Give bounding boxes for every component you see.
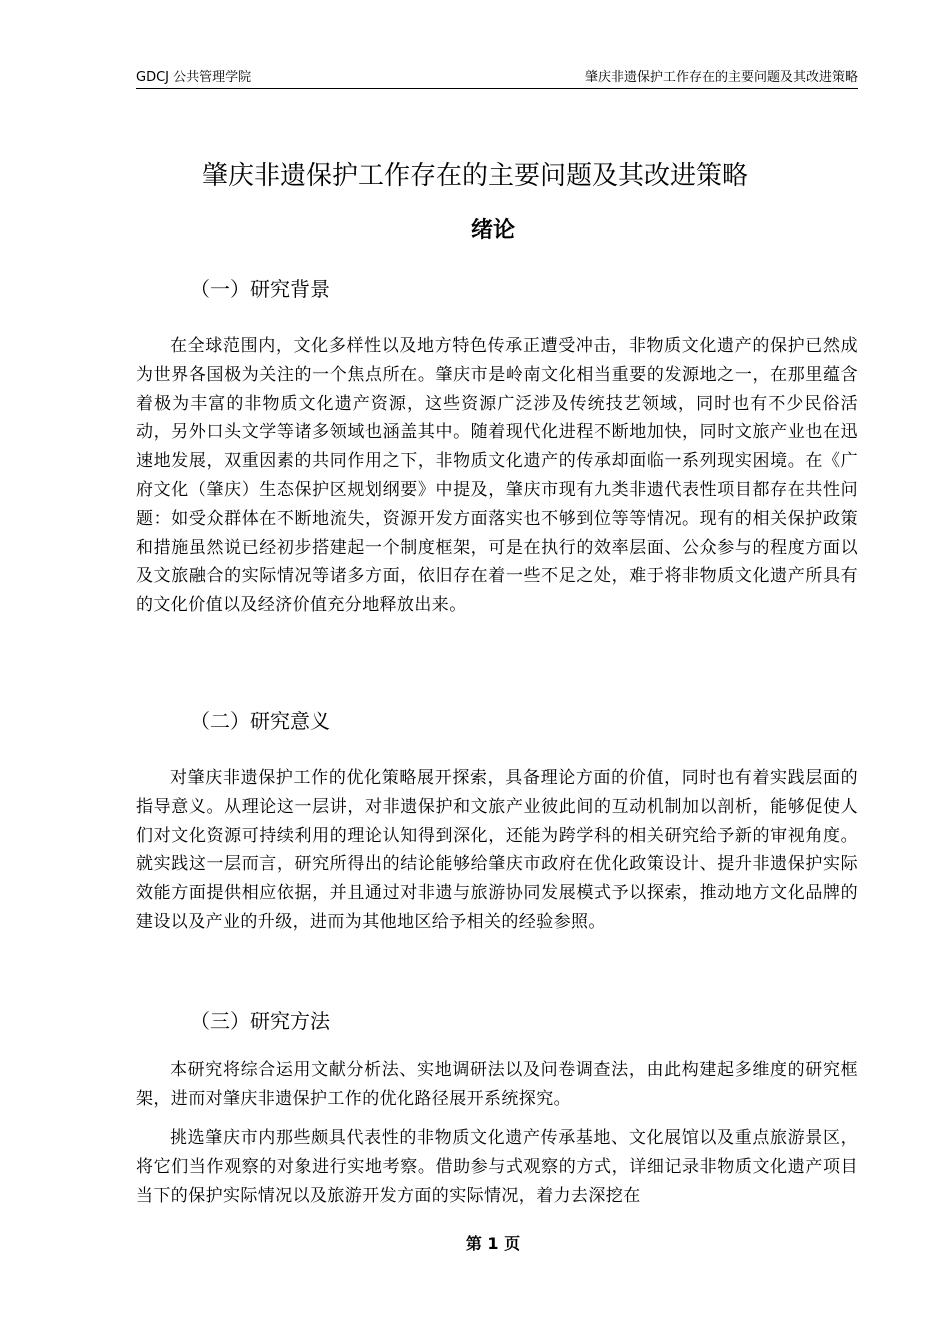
paragraph-methods-2: 挑选肇庆市内那些颇具代表性的非物质文化遗产传承基地、文化展馆以及重点旅游景区，将它们当作观察的对象进行实地考察。借助参与式观察的方式，详细记录非物质文化遗产项目当下的保护实际情况以及旅游开发方面的实际情况，着力去深挖在 [136,1128,858,1206]
document-title: 肇庆非遗保护工作存在的主要问题及其改进策略 [201,161,748,191]
paragraph-significance: 对肇庆非遗保护工作的优化策略展开探索，具备理论方面的价值，同时也有着实践层面的指导意义。从理论这一层讲，对非遗保护和文旅产业彼此间的互动机制加以剖析，能够促使人们对文化资源可持续利用的理论认知得到深化，还能为跨学科的相关研究给予新的审视角度。就实践这一层而言，研究所得出的结论能够给肇庆市政府在优化政策设计、提升非遗保护实际效能方面提供相应依据，并且通过对非遗与旅游协同发展模式予以探索，推动地方文化品牌的建设以及产业的升级，进而为其他地区给予相关的经验参照。 [136,768,858,932]
header-running-title: 肇庆非遗保护工作存在的主要问题及其改进策略 [584,70,858,85]
chapter-title: 绪论 [470,218,515,243]
section-heading-significance: （二）研究意义 [190,709,330,733]
page-number: 第 1 页 [465,1234,521,1253]
header-institution: GDCJ 公共管理学院 [136,70,252,85]
paragraph-background: 在全球范围内，文化多样性以及地方特色传承正遭受冲击，非物质文化遗产的保护已然成为世界各国极为关注的一个焦点所在。肇庆市是岭南文化相当重要的发源地之一，在那里蕴含着极为丰富的非物质文化遗产资源，这些资源广泛涉及传统技艺领域，同时也有不少民俗活动，另外口头文学等诸多领域也涵盖其中。随着现代化进程不断地加快，同时文旅产业也在迅速地发展，双重因素的共同作用之下，非物质文化遗产的传承却面临一系列现实困境。在《广府文化（肇庆）生态保护区规划纲要》中提及，肇庆市现有九类非遗代表性项目都存在共性问题：如受众群体在不断地流失，资源开发方面落实也不够到位等等情况。现有的相关保护政策和措施虽然说已经初步搭建起一个制度框架，可是在执行的效率层面、公众参与的程度方面以及文旅融合的实际情况等诸多方面，依旧存在着一些不足之处，难于将非物质文化遗产所具有的文化价值以及经济价值充分地释放出来。 [136,336,858,616]
section-heading-methods: （三）研究方法 [190,1009,330,1033]
paragraph-methods-1: 本研究将综合运用文献分析法、实地调研法以及问卷调查法，由此构建起多维度的研究框架，进而对肇庆非遗保护工作的优化路径展开系统探究。 [136,1060,858,1109]
page-header [136,68,858,89]
section-heading-background: （一）研究背景 [190,277,330,301]
